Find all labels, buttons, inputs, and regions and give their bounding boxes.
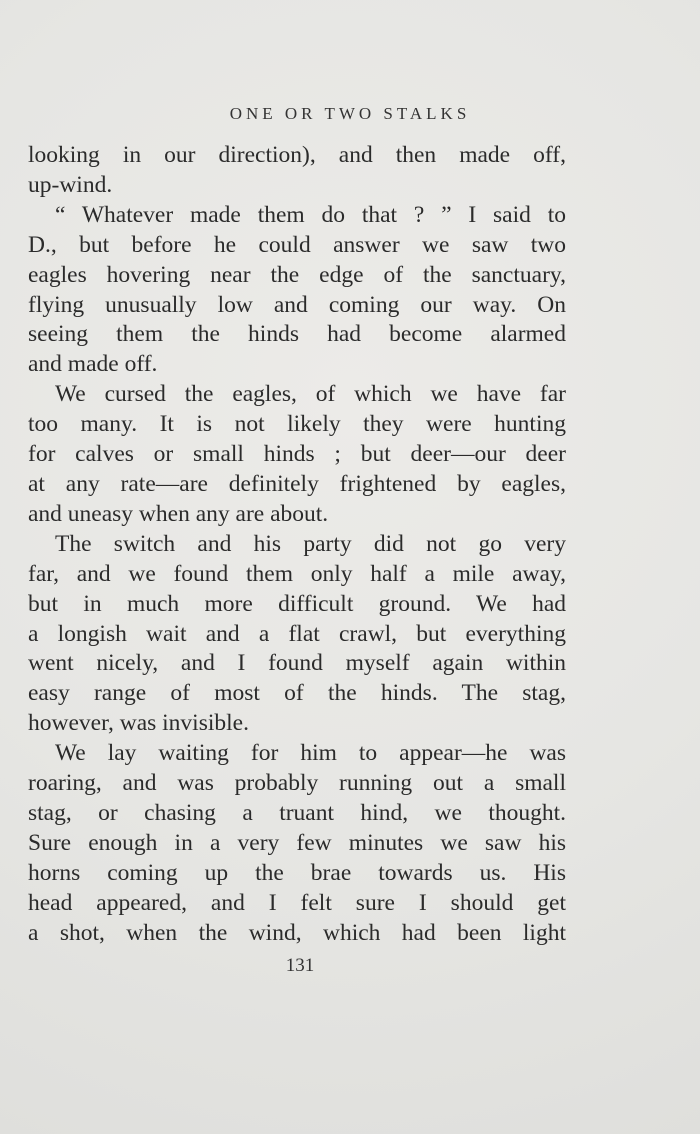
text-line: Sure enough in a very few minutes we saw his [28, 829, 566, 856]
text-line: but in much more difficult ground. We had [28, 590, 566, 617]
running-head: ONE OR TWO STALKS [229, 104, 471, 123]
text-line: a shot, when the wind, which had been light [28, 919, 566, 946]
text-line: however, was invisible. [28, 710, 249, 737]
text-line: head appeared, and I felt sure I should get [28, 889, 566, 916]
text-line: “ Whatever made them do that ? ” I said to [55, 201, 566, 228]
text-line: The switch and his party did not go very [55, 530, 566, 557]
text-line: We cursed the eagles, of which we have far [55, 381, 566, 408]
text-line: flying unusually low and coming our way. On [28, 291, 566, 318]
text-line: roaring, and was probably running out a small [28, 770, 566, 797]
text-line: D., but before he could answer we saw two [28, 231, 566, 258]
text-line: easy range of most of the hinds. The stag, [28, 680, 566, 707]
body-text [28, 141, 566, 948]
text-line: looking in our direction), and then made off, [28, 142, 566, 168]
text-line: too many. It is not likely they were hunting [28, 411, 566, 438]
text-line: for calves or small hinds ; but deer—our deer [28, 441, 566, 468]
text-line: went nicely, and I found myself again within [28, 650, 566, 677]
page-number: 131 [285, 955, 315, 976]
text-line: horns coming up the brae towards us. His [28, 859, 566, 886]
text-line: far, and we found them only half a mile away, [28, 560, 566, 587]
text-line: and uneasy when any are about. [28, 500, 329, 527]
text-line: at any rate—are definitely frightened by eagles, [28, 470, 566, 497]
text-line: seeing them the hinds had become alarmed [28, 321, 566, 348]
text-line: eagles hovering near the edge of the sanctuary, [28, 261, 566, 288]
text-line: We lay waiting for him to appear—he was [55, 740, 566, 767]
text-line: and made off. [28, 351, 158, 378]
text-line: stag, or chasing a truant hind, we thought. [28, 799, 566, 826]
text-line: up-wind. [28, 171, 113, 198]
text-line: a longish wait and a flat crawl, but everything [28, 620, 566, 647]
